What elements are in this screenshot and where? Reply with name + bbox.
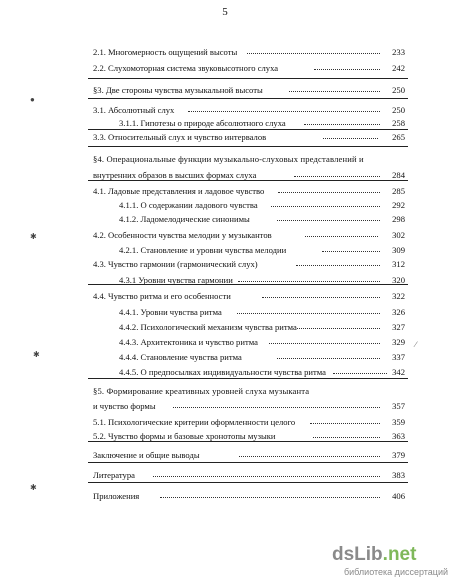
toc-entry-page: 298: [392, 214, 405, 224]
toc-leader-dots: [277, 220, 380, 221]
toc-entry-title: 4.2. Особенности чувства мелодии у музыкантов: [93, 230, 272, 240]
toc-entry: [0, 290, 450, 302]
toc-entry-page: 342: [392, 367, 405, 377]
toc-entry-page: 320: [392, 275, 405, 285]
toc-entry-page: 309: [392, 245, 405, 255]
toc-entry-title: 4.3.1 Уровни чувства гармонии: [119, 275, 233, 285]
toc-entry-page: 285: [392, 186, 405, 196]
toc-entry: [0, 366, 450, 378]
toc-entry-title: 4.4.2. Психологический механизм чувства ритма: [119, 322, 297, 332]
toc-entry: [0, 490, 450, 502]
watermark-brand: dsLib.net: [332, 544, 417, 565]
toc-entry: [0, 416, 450, 428]
toc-entry-page: 359: [392, 417, 405, 427]
toc-entry-title: 4.4.3. Архитектоника и чувство ритма: [119, 337, 258, 347]
toc-entry: [0, 131, 450, 143]
toc-entry-page: 312: [392, 259, 405, 269]
toc-entry: [0, 321, 450, 333]
toc-entry-title: 4.2.1. Становление и уровни чувства мелодии: [119, 245, 287, 255]
toc-entry-page: 242: [392, 63, 405, 73]
toc-entry-page: 258: [392, 118, 405, 128]
toc-entry: [0, 84, 450, 96]
toc-leader-dots: [239, 456, 380, 457]
toc-entry: [0, 62, 450, 74]
toc-entry-page: 250: [392, 85, 405, 95]
section-rule: [88, 146, 408, 147]
toc-entry-title: §4. Операциональные функции музыкально-слуховых представлений и: [93, 154, 364, 164]
section-rule: [88, 78, 408, 79]
toc-leader-dots: [323, 138, 378, 139]
toc-entry-page: 302: [392, 230, 405, 240]
toc-entry: [0, 244, 450, 256]
section-rule: [88, 378, 408, 379]
toc-entry-title: §5. Формирование креативных уровней слуха музыканта: [93, 386, 310, 396]
toc-entry-title: 4.1.2. Ладомелодические синонимы: [119, 214, 250, 224]
toc-entry-title: 4.4.5. О предпосылках индивидуальности чувства ритма: [119, 367, 326, 377]
section-rule: [88, 180, 408, 181]
toc-entry-title: 5.2. Чувство формы и базовые хронотопы музыки: [93, 431, 276, 441]
toc-leader-dots: [238, 281, 380, 282]
toc-entry-page: 292: [392, 200, 405, 210]
toc-entry-title: 5.1. Психологические критерии оформленности целого: [93, 417, 296, 427]
toc-entry-title: 4.1.1. О содержании ладового чувства: [119, 200, 258, 210]
toc-entry-page: 327: [392, 322, 405, 332]
toc-entry-page: 337: [392, 352, 405, 362]
section-rule: [88, 482, 408, 483]
toc-leader-dots: [310, 423, 380, 424]
toc-entry-page: 265: [392, 132, 405, 142]
toc-leader-dots: [294, 176, 380, 177]
toc-leader-dots: [160, 497, 380, 498]
toc-entry: [0, 199, 450, 211]
section-rule: [88, 98, 408, 99]
toc-entry-title: и чувство формы: [93, 401, 156, 411]
toc-leader-dots: [305, 236, 378, 237]
toc-leader-dots: [188, 111, 380, 112]
section-rule: [88, 441, 408, 442]
toc-leader-dots: [278, 192, 380, 193]
toc-leader-dots: [247, 53, 380, 54]
toc-leader-dots: [296, 265, 380, 266]
toc-entry-page: 250: [392, 105, 405, 115]
toc-entry: [0, 46, 450, 58]
toc-entry: [0, 385, 450, 397]
toc-entry-page: 383: [392, 470, 405, 480]
section-rule: [88, 462, 408, 463]
toc-leader-dots: [271, 206, 380, 207]
toc-entry-page: 329: [392, 337, 405, 347]
toc-entry: [0, 258, 450, 270]
scan-speck: ✱: [33, 350, 40, 359]
section-rule: [88, 129, 408, 130]
toc-entry-page: 326: [392, 307, 405, 317]
toc-entry-page: 406: [392, 491, 405, 501]
section-rule: [88, 284, 408, 285]
scan-speck: ●: [30, 95, 35, 104]
toc-leader-dots: [237, 313, 380, 314]
toc-entry-title: 3.1.1. Гипотезы о природе абсолютного слуха: [119, 118, 286, 128]
toc-entry: [0, 351, 450, 363]
toc-leader-dots: [313, 437, 380, 438]
toc-leader-dots: [262, 297, 380, 298]
toc-entry-page: 363: [392, 431, 405, 441]
toc-entry: [0, 336, 450, 348]
toc-entry-title: 4.4.4. Становление чувства ритма: [119, 352, 242, 362]
toc-entry: [0, 153, 450, 165]
toc-leader-dots: [304, 124, 380, 125]
toc-entry-title: 2.2. Слухомоторная система звуковысотного слуха: [93, 63, 279, 73]
toc-leader-dots: [289, 91, 380, 92]
toc-entry: [0, 469, 450, 481]
page-number: 5: [222, 6, 228, 18]
toc-entry: [0, 229, 450, 241]
toc-entry-title: 4.4. Чувство ритма и его особенности: [93, 291, 231, 301]
toc-entry-title: Заключение и общие выводы: [93, 450, 200, 460]
scan-speck: ✱: [30, 232, 37, 241]
toc-entry-page: 233: [392, 47, 405, 57]
toc-entry-page: 379: [392, 450, 405, 460]
toc-entry-title: 4.4.1. Уровни чувства ритма: [119, 307, 222, 317]
toc-leader-dots: [153, 476, 380, 477]
toc-entry: [0, 400, 450, 412]
toc-entry-title: 2.1. Многомерность ощущений высоты: [93, 47, 238, 57]
toc-entry-title: 3.3. Относительный слух и чувство интервалов: [93, 132, 267, 142]
toc-entry: [0, 117, 450, 129]
toc-leader-dots: [173, 407, 380, 408]
toc-leader-dots: [269, 343, 380, 344]
toc-entry-title: §3. Две стороны чувства музыкальной высоты: [93, 85, 263, 95]
toc-leader-dots: [333, 373, 387, 374]
watermark-subtitle: библиотека диссертаций: [344, 567, 449, 577]
scan-speck: ⁄: [415, 340, 417, 349]
toc-entry-title: 4.1. Ладовые представления и ладовое чувство: [93, 186, 265, 196]
toc-entry-page: 284: [392, 170, 405, 180]
toc-entry-page: 322: [392, 291, 405, 301]
toc-entry-title: 3.1. Абсолютный слух: [93, 105, 175, 115]
toc-entry: [0, 449, 450, 461]
toc-entry-title: Приложения: [93, 491, 140, 501]
toc-leader-dots: [322, 251, 380, 252]
toc-entry-title: Литература: [93, 470, 135, 480]
toc-entry-page: 357: [392, 401, 405, 411]
toc-entry: [0, 306, 450, 318]
toc-leader-dots: [277, 358, 380, 359]
toc-leader-dots: [314, 69, 380, 70]
toc-entry: [0, 104, 450, 116]
toc-entry-title: внутренних образов в высших формах слуха: [93, 170, 257, 180]
toc-entry-title: 4.3. Чувство гармонии (гармонический слух): [93, 259, 258, 269]
toc-leader-dots: [297, 328, 380, 329]
scan-speck: ✱: [30, 483, 37, 492]
watermark-logo: [332, 544, 449, 578]
toc-entry: [0, 185, 450, 197]
toc-entry: [0, 213, 450, 225]
